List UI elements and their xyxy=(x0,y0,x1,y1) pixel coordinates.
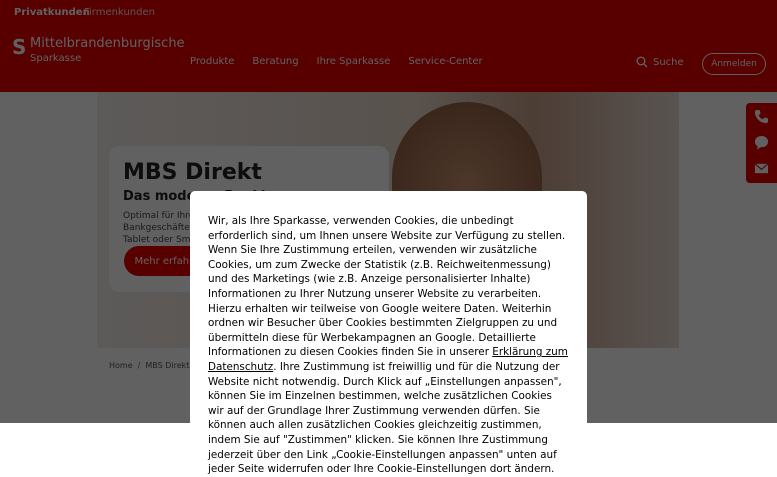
cookie-text-part-1: Wir, als Ihre Sparkasse, verwenden Cookies, die unbedingt erforderlich sind, um Ihnen unsere Website zur Verfügung zu stellen. Wenn Sie Ihre Zustimmung erteilen, verwenden wir zusätzliche Cookies, um zum Zwecke der Statistik (z.B. Reichweitenmessung) und des Marketings (wie z.B. Anzeige personalisierter Inhalte) Informationen zu Ihrer Nutzung unserer Website zu verarbeiten. Hierzu erhalten wir teilweise von Google weitere Daten. Weiterhin ordnen wir Besucher über Cookies bestimmten Zielgruppen zu und übermitteln diese für Werbekampagnen an Google. Detaillierte Informationen zu diesen Cookies finden Sie in unserer xyxy=(208,215,566,359)
cookie-text-part-2: . Ihre Zustimmung ist freiwillig und für die Nutzung der Website nicht notwendig. Durch Klick auf „Einstellungen anpassen", können Sie im Einzelnen bestimmen, welche zusätzlichen Cookies wir auf der Grundlage Ihrer Zustimmung verwenden dürfen. Sie können auch allen zusätzlichen Cookies gleichzeitig zustimmen, indem Sie auf "Zustimmen" klicken. Sie können Ihre Zustimmung jederzeit über den Link „Cookie-Einstellungen anpassen" unten auf jeder Seite widerrufen oder Ihre Cookie-Einstellungen dort ändern. xyxy=(208,360,562,476)
cookie-consent-dialog xyxy=(190,191,587,476)
cookie-consent-text xyxy=(208,214,568,477)
privacy-policy-link[interactable]: Erklärung zum Datenschutz xyxy=(208,346,568,373)
